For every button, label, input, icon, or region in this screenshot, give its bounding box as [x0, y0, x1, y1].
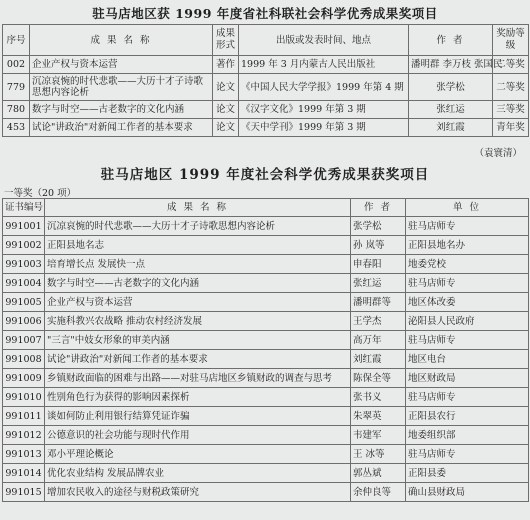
cell-unit: 泌阳县人民政府: [406, 312, 529, 331]
cell-name: 试论"讲政治"对新闻工作者的基本要求: [30, 119, 213, 137]
cell-publication: 《汉字文化》1999 年第 3 期: [239, 101, 409, 119]
cell-cert-id: 991009: [3, 369, 45, 388]
cell-cert-id: 991003: [3, 255, 45, 274]
table-row: [3, 445, 529, 464]
cell-cert-id: 991004: [3, 274, 45, 293]
cell-cert-id: 991007: [3, 331, 45, 350]
cell-author: 王 冰等: [351, 445, 406, 464]
cell-author: 高万年: [351, 331, 406, 350]
table-row: [3, 388, 529, 407]
cell-name: 试论"讲政治"对新闻工作者的基本要求: [45, 350, 351, 369]
cell-level: 二等奖: [493, 56, 529, 74]
cell-serial: 779: [3, 74, 30, 101]
cell-form: 著作: [213, 56, 239, 74]
cell-unit: 地区财政局: [406, 369, 529, 388]
table-row: [3, 350, 529, 369]
cell-unit: 地区体改委: [406, 293, 529, 312]
cell-author: 申春阳: [351, 255, 406, 274]
table-row: [3, 217, 529, 236]
table-row: [3, 369, 529, 388]
cell-author: 潘明群等: [351, 293, 406, 312]
cell-unit: 正阳县地名办: [406, 236, 529, 255]
cell-author: 张学松: [409, 74, 493, 101]
cell-name: 培育增长点 发展快一点: [45, 255, 351, 274]
table1-title: 驻马店地区获 1999 年度省社科联社会科学优秀成果奖项目: [92, 6, 438, 21]
cell-name: 数字与时空——古老数字的文化内涵: [30, 101, 213, 119]
cell-cert-id: 991002: [3, 236, 45, 255]
table-row: [3, 426, 529, 445]
cell-unit: 地委党校: [406, 255, 529, 274]
header-author: 作 者: [409, 25, 493, 56]
cell-author: 张红运: [351, 274, 406, 293]
cell-cert-id: 991015: [3, 483, 45, 502]
table-row: [3, 236, 529, 255]
cell-serial: 780: [3, 101, 30, 119]
cell-name: "三言"中妓女形象的审美内涵: [45, 331, 351, 350]
table-row: [3, 101, 529, 119]
cell-unit: 正阳县委: [406, 464, 529, 483]
cell-publication: 1999 年 3 月内蒙古人民出版社: [239, 56, 409, 74]
cell-author: 潘明群 李万枝 张国民: [409, 56, 493, 74]
table2-title: 驻马店地区 1999 年度社会科学优秀成果获奖项目: [100, 167, 430, 183]
cell-unit: 驻马店师专: [406, 445, 529, 464]
table-row: [3, 255, 529, 274]
tier-label: 一等奖（20 项）: [4, 188, 77, 199]
cell-level: 三等奖: [493, 101, 529, 119]
source-note: （袁寰清）: [474, 148, 522, 159]
cell-name: 乡镇财政面临的困难与出路——对驻马店地区乡镇财政的调查与思考: [45, 369, 351, 388]
cell-author: 余仲良等: [351, 483, 406, 502]
table-row: [3, 331, 529, 350]
table-row: [3, 407, 529, 426]
cell-unit: 驻马店师专: [406, 274, 529, 293]
table-row: [3, 464, 529, 483]
cell-unit: 地区电台: [406, 350, 529, 369]
header-publication: 出版或发表时间、地点: [239, 25, 409, 56]
cell-unit: 驻马店师专: [406, 331, 529, 350]
cell-author: 王学杰: [351, 312, 406, 331]
cell-form: 论文: [213, 74, 239, 101]
cell-cert-id: 991001: [3, 217, 45, 236]
cell-name: 邓小平理论概论: [45, 445, 351, 464]
header-author: 作 者: [351, 199, 406, 217]
provincial-award-table: [2, 24, 529, 137]
cell-unit: 驻马店师专: [406, 217, 529, 236]
table-row: [3, 312, 529, 331]
cell-unit: 正阳县农行: [406, 407, 529, 426]
cell-cert-id: 991010: [3, 388, 45, 407]
regional-award-table: [2, 198, 529, 502]
table-row: [3, 293, 529, 312]
cell-cert-id: 991014: [3, 464, 45, 483]
cell-cert-id: 991006: [3, 312, 45, 331]
cell-form: 论文: [213, 119, 239, 137]
cell-publication: 《天中学刊》1999 年第 3 期: [239, 119, 409, 137]
table-row: [3, 56, 529, 74]
header-name: 成 果 名 称: [45, 199, 351, 217]
cell-name: 实施科教兴农战略 推动农村经济发展: [45, 312, 351, 331]
table-row: [3, 483, 529, 502]
cell-serial: 002: [3, 56, 30, 74]
cell-name: 企业产权与资本运营: [45, 293, 351, 312]
cell-cert-id: 991008: [3, 350, 45, 369]
cell-name: 增加农民收入的途径与财税政策研究: [45, 483, 351, 502]
cell-author: 张红运: [409, 101, 493, 119]
cell-name: 沉凉哀惋的时代悲歌——大历十才子诗歌思想内容论析: [30, 74, 213, 101]
cell-name: 数字与时空——古老数字的文化内涵: [45, 274, 351, 293]
cell-author: 郭丛斌: [351, 464, 406, 483]
header-unit: 单 位: [406, 199, 529, 217]
cell-name: 优化农业结构 发展品牌农业: [45, 464, 351, 483]
cell-author: 张学松: [351, 217, 406, 236]
cell-serial: 453: [3, 119, 30, 137]
cell-name: 正阳县地名志: [45, 236, 351, 255]
header-serial: 序号: [3, 25, 30, 56]
cell-name: 性别角色行为获得的影响因素探析: [45, 388, 351, 407]
cell-cert-id: 991005: [3, 293, 45, 312]
header-cert-id: 证书编号: [3, 199, 45, 217]
cell-publication: 《中国人民大学学报》1999 年第 4 期: [239, 74, 409, 101]
cell-cert-id: 991013: [3, 445, 45, 464]
cell-cert-id: 991012: [3, 426, 45, 445]
cell-level: 二等奖: [493, 74, 529, 101]
cell-author: 韦建军: [351, 426, 406, 445]
cell-name: 谈如何防止利用银行结算凭证诈骗: [45, 407, 351, 426]
cell-author: 刘红霞: [409, 119, 493, 137]
cell-author: 孙 岚等: [351, 236, 406, 255]
cell-author: 朱翠英: [351, 407, 406, 426]
cell-unit: 地委组织部: [406, 426, 529, 445]
table-row: [3, 74, 529, 101]
cell-name: 公德意识的社会功能与现时代作用: [45, 426, 351, 445]
cell-author: 刘红霞: [351, 350, 406, 369]
table-header-row: [3, 199, 529, 217]
header-form: 成果形式: [213, 25, 239, 56]
header-name: 成 果 名 称: [30, 25, 213, 56]
cell-unit: 确山县财政局: [406, 483, 529, 502]
cell-unit: 驻马店师专: [406, 388, 529, 407]
table-row: [3, 274, 529, 293]
table-row: [3, 119, 529, 137]
cell-name: 企业产权与资本运营: [30, 56, 213, 74]
cell-author: 陈保全等: [351, 369, 406, 388]
cell-name: 沉凉哀惋的时代悲歌——大历十才子诗歌思想内容论析: [45, 217, 351, 236]
cell-cert-id: 991011: [3, 407, 45, 426]
header-level: 奖励等级: [493, 25, 529, 56]
cell-level: 青年奖: [493, 119, 529, 137]
table-header-row: [3, 25, 529, 56]
cell-form: 论文: [213, 101, 239, 119]
cell-author: 张书义: [351, 388, 406, 407]
